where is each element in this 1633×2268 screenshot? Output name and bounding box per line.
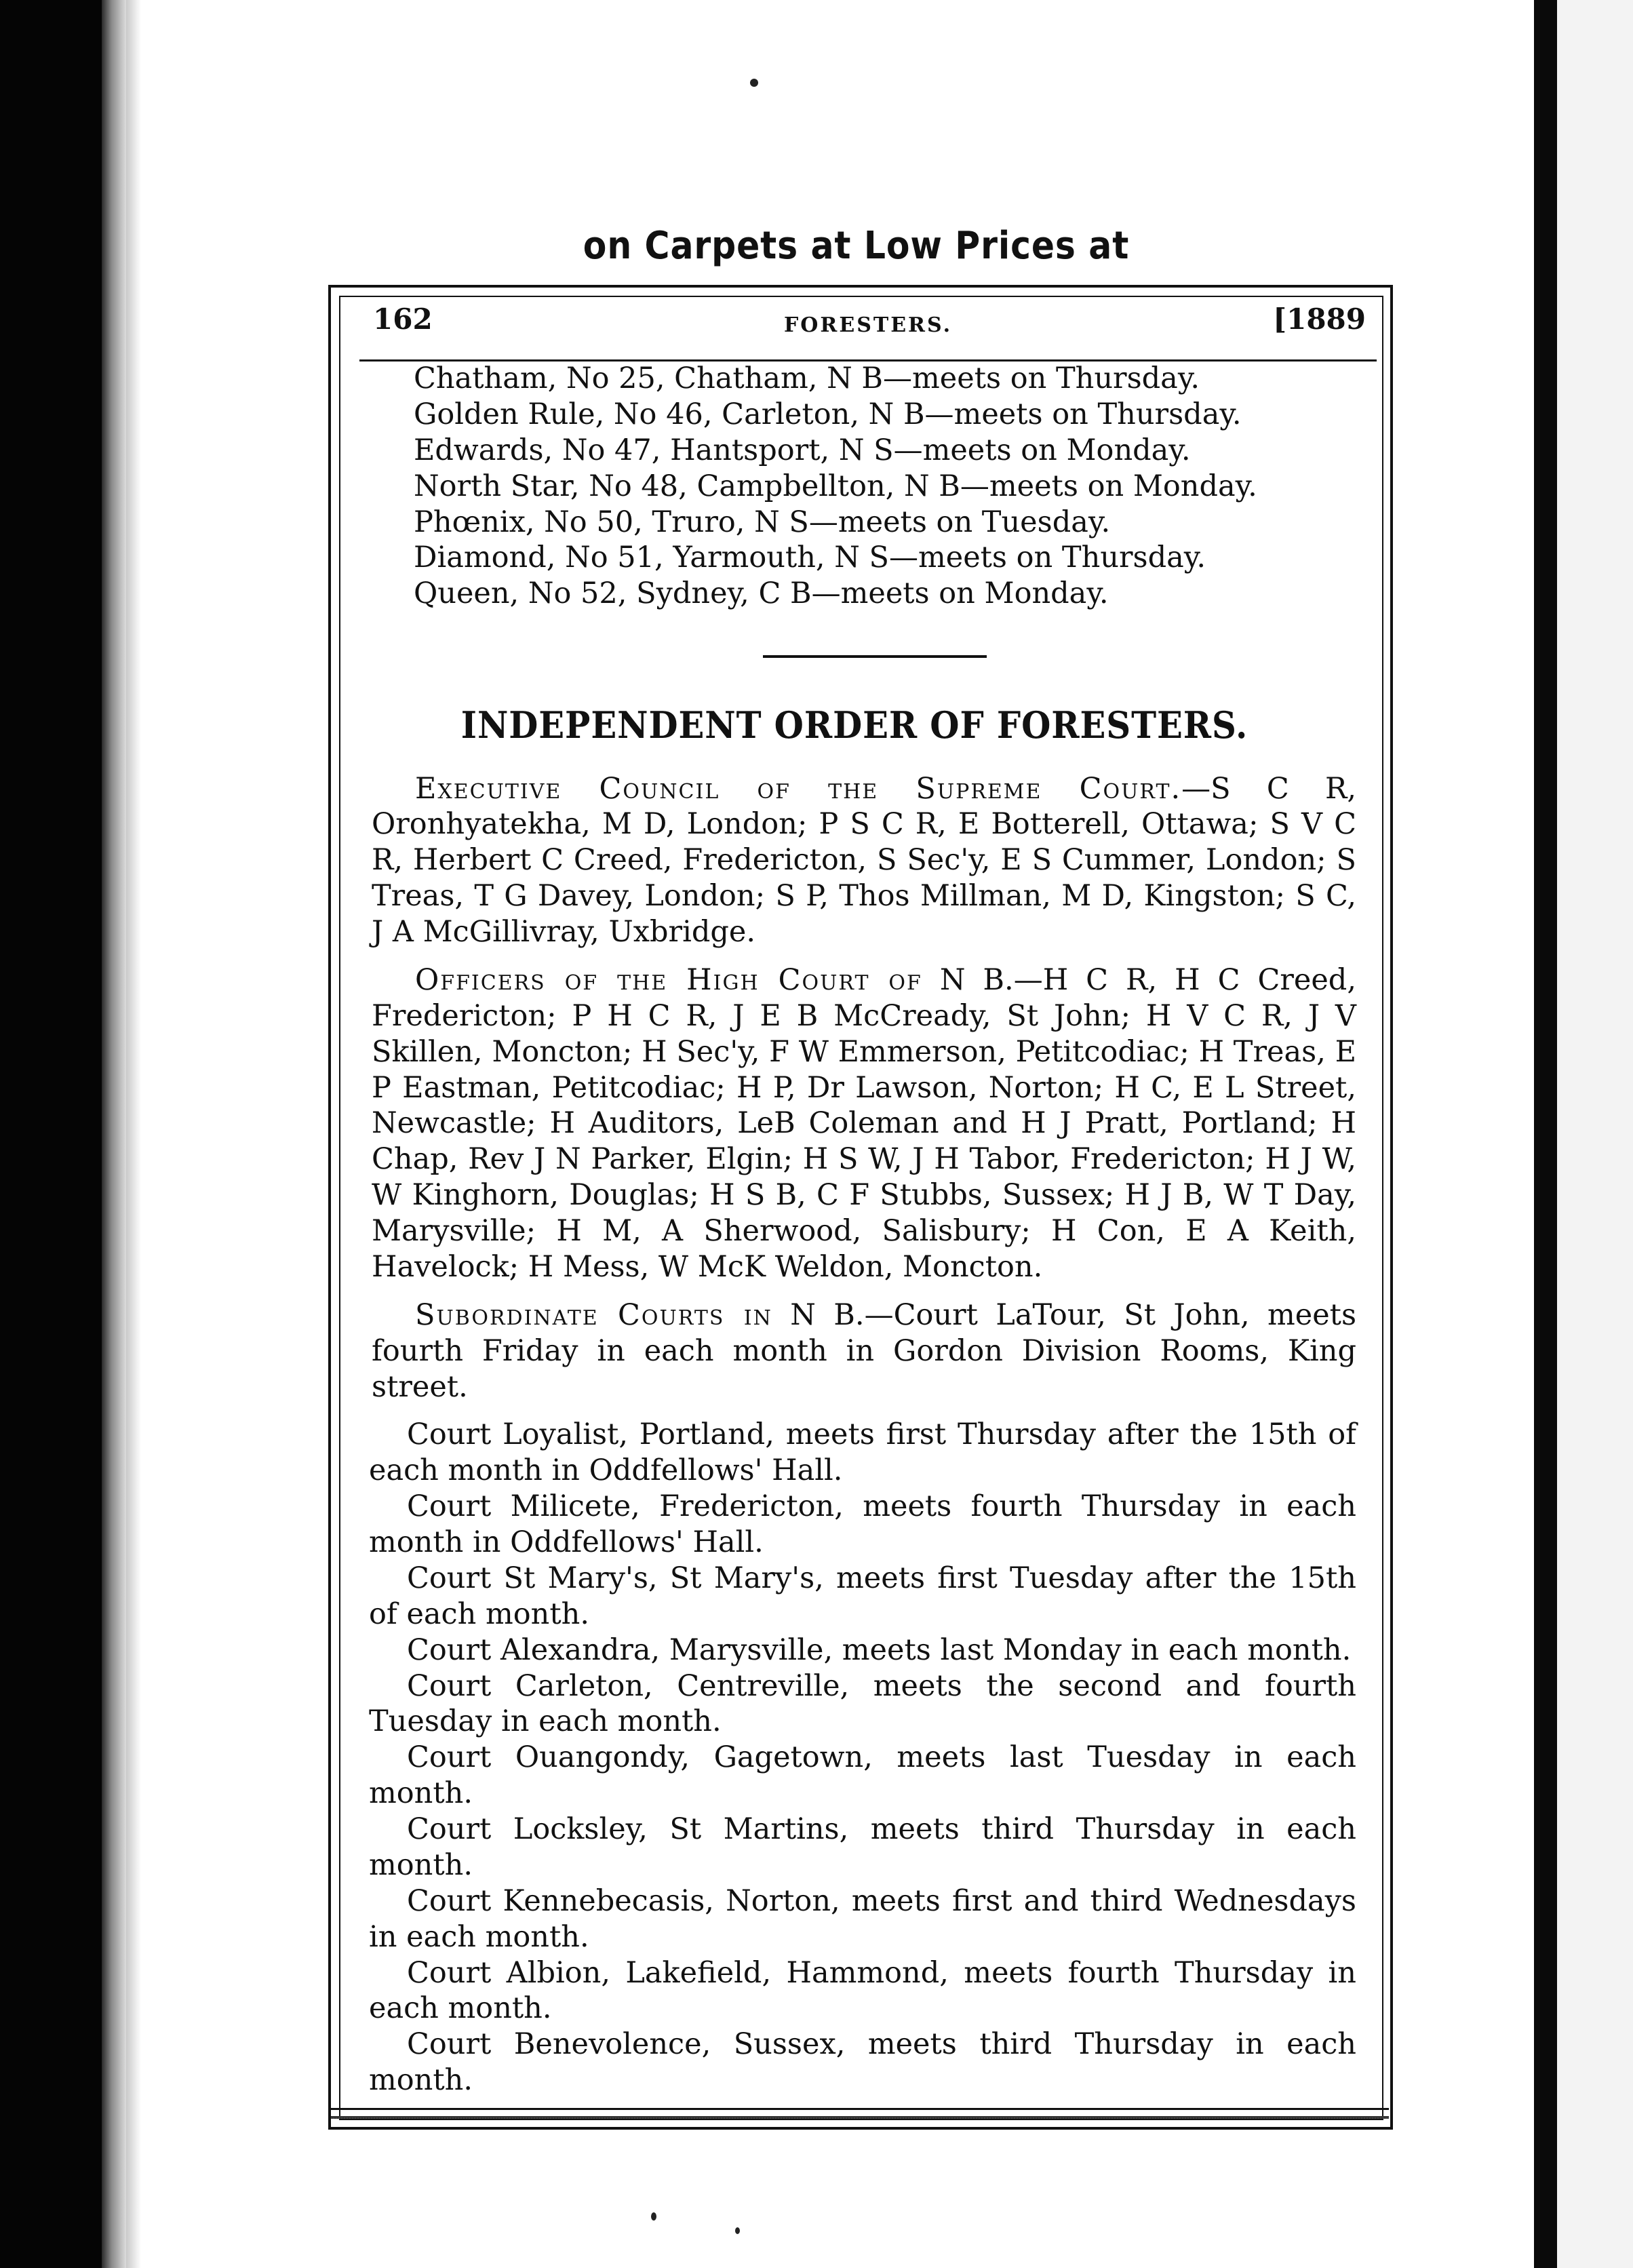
subordinate-courts-heading-tail: N B. [790,1297,865,1332]
subordinate-courts-paragraph [353,1297,1356,1405]
lodge-entry: Queen, No 52, Sydney, C B—meets on Monday. [414,576,1109,611]
court-entry: Court Ouangondy, Gagetown, meets last Tuesday in each month. [369,1740,1356,1811]
year: [1889 [1273,302,1366,336]
page-gutter-shadow [126,0,141,2268]
section-title: INDEPENDENT ORDER OF FORESTERS. [460,703,1248,747]
book-binding [0,0,114,2268]
court-entry: Court Alexandra, Marysville, meets last Monday in each month. [407,1632,1352,1667]
section-name: FORESTERS. [783,313,953,337]
adjacent-page [1557,0,1633,2268]
footer-rule [331,2108,1389,2110]
advert-line: on Carpets at Low Prices at [583,224,1130,268]
lodge-entry: Diamond, No 51, Yarmouth, N S—meets on Thursday. [414,541,1206,575]
court-entry: Court Kennebecasis, Norton, meets first and third Wednesdays in each month. [369,1883,1356,1954]
page-number: 162 [373,302,433,336]
lodge-entry: North Star, No 48, Campbellton, N B—meets on Monday. [414,469,1257,503]
executive-council-text: —S C R, Oronhyatekha, M D, London; P S C R, E Botterell, Ottawa; S V C R, Herbert C Creed, Fredericton, S Sec'y, E S Cummer, London; S Treas, T G Davey, London; S P, Thos Millman, M D, Kingston; S C, J A McGillivray, Uxbridge. [372,771,1357,950]
page-edge-shadow [102,0,126,2268]
court-entry: Court St Mary's, St Mary's, meets first Tuesday after the 15th of each month. [369,1561,1356,1631]
ink-dot [750,79,758,87]
lodge-entry: Edwards, No 47, Hantsport, N S—meets on Monday. [414,433,1191,467]
high-court-heading-tail: N B. [939,962,1014,997]
high-court-paragraph [353,962,1356,1285]
ink-speck [735,2227,740,2234]
lodge-list [353,361,1356,612]
court-entry: Court Loyalist, Portland, meets first Thursday after the 15th of each month in Oddfellows' Hall. [369,1418,1356,1488]
lodge-entry: Phœnix, No 50, Truro, N S—meets on Tuesday. [414,505,1111,539]
high-court-heading: Officers of the High Court of [415,962,922,997]
court-entry: Court Benevolence, Sussex, meets third Thursday in each month. [369,2027,1356,2098]
running-head [366,298,1370,353]
court-entry: Court Albion, Lakefield, Hammond, meets fourth Thursday in each month. [369,1955,1356,2026]
court-entry: Court Locksley, St Martins, meets third Thursday in each month. [369,1812,1356,1882]
subordinate-courts-heading: Subordinate Courts in [415,1297,772,1332]
court-entry: Court Carleton, Centreville, meets the second and fourth Tuesday in each month. [369,1668,1356,1739]
subordinate-courts-text: —Court LaTour, St John, meets fourth Friday in each month in Gordon Division Rooms, King street. [372,1297,1357,1404]
ink-speck [651,2212,656,2221]
high-court-text: —H C R, H C Creed, Fredericton; P H C R, J E B McCready, St John; H V C R, J V Skillen, Moncton; H Sec'y, F W Emmerson, Petitcodiac; H Treas, E P Eastman, Petitcodiac; H P, Dr Lawson, Norton; H C, E L Street, Newcastle; H Auditors, LeB Coleman and H J Pratt, Portland; H Chap, Rev J N Parker, Elgin; H S W, J H Tabor, Fredericton; H J W, W Kinghorn, Douglas; H S B, C F Stubbs, Sussex; H J B, W T Day, Marysville; H M, A Sherwood, Salisbury; H Con, E A Keith, Havelock; H Mess, W McK Weldon, Moncton. [372,962,1356,1284]
lodge-entry: Golden Rule, No 46, Carleton, N B—meets on Thursday. [414,397,1242,431]
section-divider [763,655,987,658]
court-entry: Court Milicete, Fredericton, meets fourth Thursday in each month in Oddfellows' Hall. [369,1489,1356,1560]
executive-council-heading: Executive Council of the Supreme Court. [415,771,1182,806]
lodge-entry: Chatham, No 25, Chatham, N B—meets on Thursday. [414,361,1200,395]
footer-rule-dotted [331,2116,1389,2119]
page-content [353,361,1356,2098]
executive-council-paragraph [353,771,1356,950]
right-binding [1534,0,1557,2268]
